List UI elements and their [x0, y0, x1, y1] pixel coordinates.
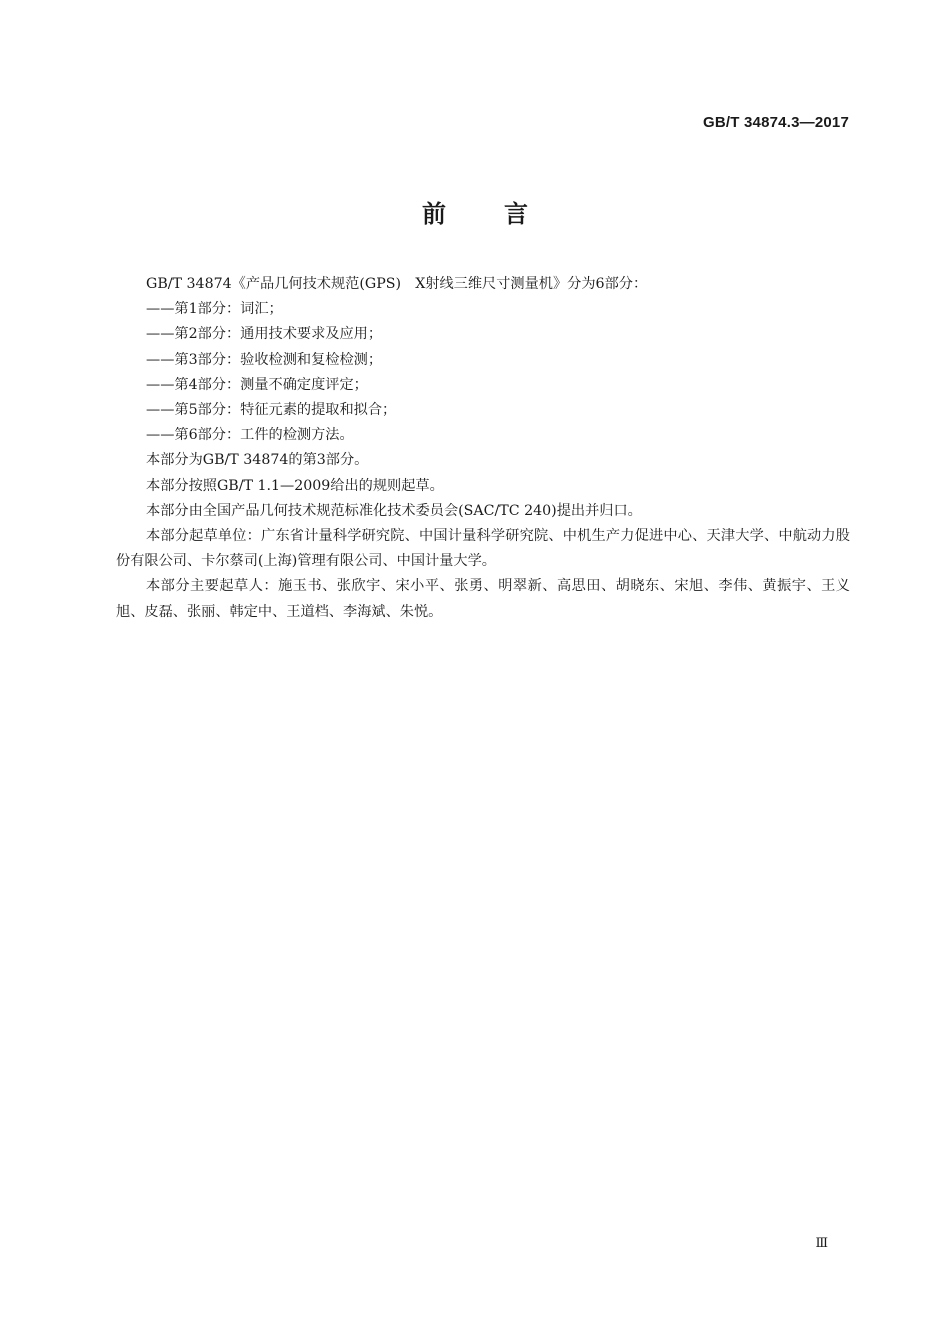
drafting-rules-paragraph: 本部分按照GB/T 1.1—2009给出的规则起草。: [146, 477, 444, 494]
part-list-item: ——第3部分：验收检测和复检检测；: [146, 351, 383, 368]
this-part-paragraph: 本部分为GB/T 34874的第3部分。: [146, 452, 369, 469]
page-number: Ⅲ: [815, 1236, 828, 1251]
part-list-item: ——第5部分：特征元素的提取和拟合；: [146, 402, 397, 419]
part-list-item: ——第1部分：词汇；: [146, 301, 283, 318]
foreword-body: [116, 272, 850, 625]
page-title: 前言: [422, 200, 586, 228]
part-list-item: ——第4部分：测量不确定度评定；: [146, 376, 368, 393]
part-list-item: ——第2部分：通用技术要求及应用；: [146, 326, 383, 343]
proposed-by-paragraph: 本部分由全国产品几何技术规范标准化技术委员会(SAC/TC 240)提出并归口。: [146, 502, 642, 519]
standard-number: GB/T 34874.3—2017: [703, 114, 849, 131]
drafters-paragraph: 本部分主要起草人：施玉书、张欣宇、宋小平、张勇、明翠新、高思田、胡晓东、宋旭、李伟、黄振宇、王义旭、皮磊、张丽、韩定中、王道档、李海斌、朱悦。: [116, 578, 850, 620]
drafting-units-paragraph: 本部分起草单位：广东省计量科学研究院、中国计量科学研究院、中机生产力促进中心、天津大学、中航动力股份有限公司、卡尔蔡司(上海)管理有限公司、中国计量大学。: [116, 528, 850, 570]
part-list-item: ——第6部分：工件的检测方法。: [146, 427, 354, 444]
intro-paragraph: GB/T 34874《产品几何技术规范(GPS) X射线三维尺寸测量机》分为6部分：: [146, 276, 648, 292]
